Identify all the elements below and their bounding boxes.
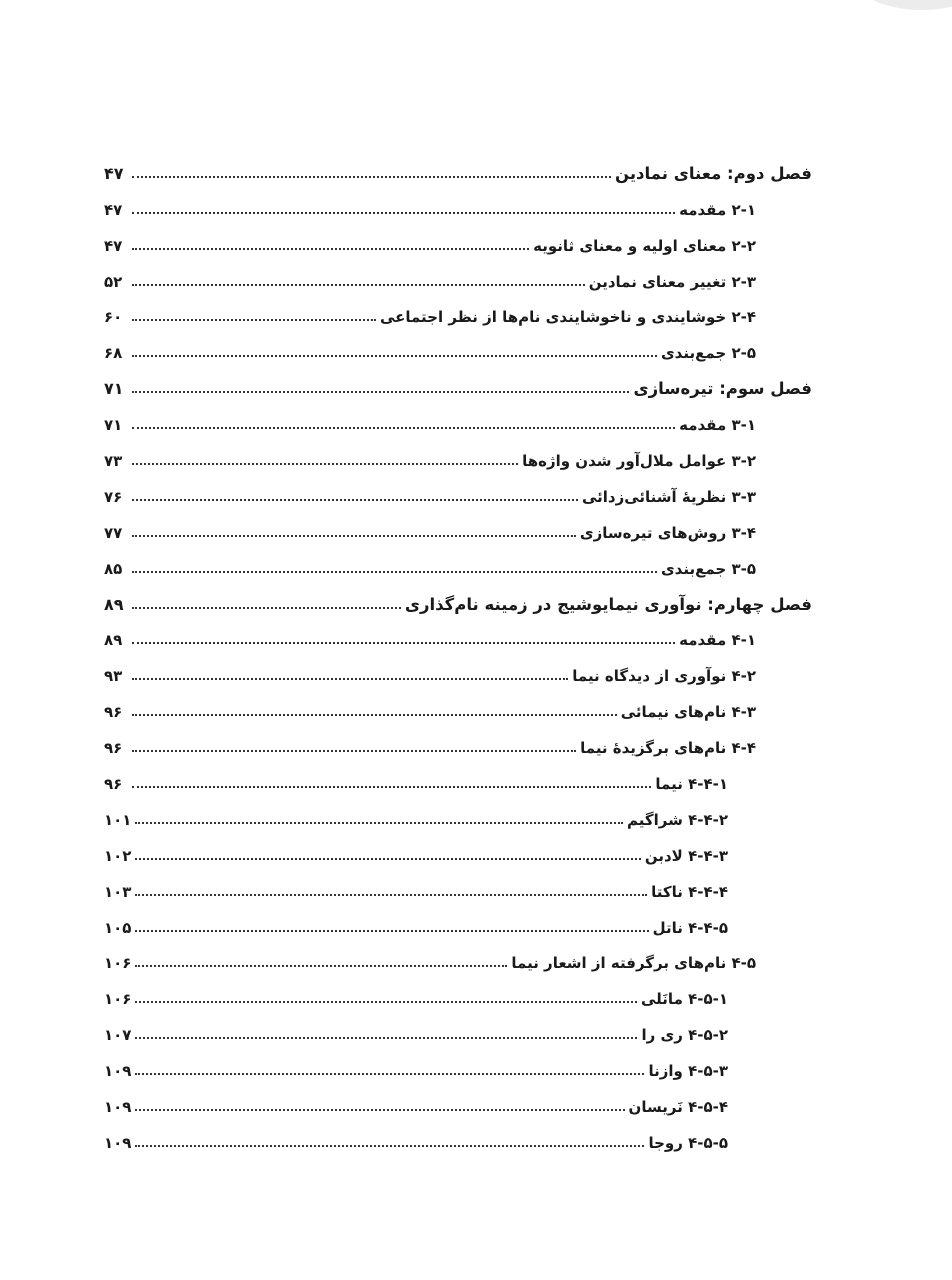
toc-entry-title: ۲-۴ خوشایندی و ناخوشایندی نام‌ها از نظر اجتماعی	[379, 308, 756, 327]
toc-section-row	[104, 547, 812, 583]
toc-section-row	[104, 224, 812, 260]
toc-dot-leader	[132, 571, 657, 573]
toc-page-number: ۷۶	[104, 487, 123, 506]
toc-dot-leader	[132, 678, 568, 680]
toc-page-number: ۷۱	[104, 379, 124, 399]
toc-section-row	[104, 296, 812, 332]
toc-page-number: ۹۶	[104, 703, 123, 722]
toc-entry-title: ۴-۲ نوآوری از دیدگاه نیما	[572, 667, 756, 686]
toc-page-number: ۵۲	[104, 272, 123, 291]
toc-section-row	[104, 619, 812, 655]
toc-entry-title: ۴-۵-۳ وازنا	[648, 1062, 728, 1081]
toc-dot-leader	[132, 642, 675, 644]
toc-dot-leader	[135, 1001, 637, 1003]
toc-entry-title: ۴-۱ مقدمه	[679, 631, 756, 650]
toc-section-row	[104, 654, 812, 690]
toc-entry-title: ۴-۵-۲ ری را	[641, 1026, 728, 1045]
toc-entry-title: ۲-۵ جمع‌بندی	[660, 344, 756, 363]
toc-page-number: ۴۷	[104, 163, 124, 183]
toc-section-row	[104, 942, 812, 978]
toc-dot-leader	[132, 463, 518, 465]
toc-entry-title: ۲-۲ معنای اولیه و معنای ثانویه	[533, 236, 756, 255]
toc-dot-leader	[135, 965, 507, 967]
toc-page-number: ۱۰۶	[104, 990, 132, 1009]
toc-entry-title: ۴-۳ نام‌های نیمائی	[620, 703, 756, 722]
toc-dot-leader	[132, 499, 578, 501]
toc-entry-title: ۴-۴-۳ لادبن	[644, 846, 728, 865]
toc-subsection-row	[104, 1121, 812, 1157]
toc-chapter-row	[104, 583, 812, 619]
toc-dot-leader	[135, 894, 647, 896]
toc-page-number: ۱۰۳	[104, 882, 132, 901]
toc-subsection-row	[104, 762, 812, 798]
toc-dot-leader	[135, 822, 623, 824]
toc-entry-title: ۴-۵-۴ نَریسان	[628, 1098, 728, 1117]
toc-page-number: ۶۰	[104, 308, 123, 327]
toc-entry-title: ۴-۵-۱ مانَلی	[641, 990, 728, 1009]
toc-section-row	[104, 188, 812, 224]
toc-subsection-row	[104, 1049, 812, 1085]
toc-entry-title: ۳-۳ نظریهٔ آشنائی‌زدائی	[581, 487, 756, 506]
toc-entry-title: فصل چهارم: نوآوری نیمایوشیج در زمینه نام‌گذاری	[404, 594, 812, 614]
toc-entry-title: ۲-۳ تغییر معنای نمادین	[588, 272, 756, 291]
toc-entry-title: ۴-۵ نام‌های برگرفته از اشعار نیما	[511, 954, 756, 973]
toc-entry-title: ۴-۴-۴ ناکتا	[651, 882, 728, 901]
toc-dot-leader	[135, 930, 648, 932]
toc-dot-leader	[132, 535, 576, 537]
toc-entry-title: فصل دوم: معنای نمادین	[615, 163, 812, 183]
toc-dot-leader	[132, 607, 401, 609]
toc-page-number: ۷۳	[104, 452, 123, 471]
toc-page-number: ۱۰۵	[104, 918, 132, 937]
toc-page-number: ۸۵	[104, 559, 123, 578]
toc-section-row	[104, 690, 812, 726]
toc-page-number: ۹۳	[104, 667, 123, 686]
toc-subsection-row	[104, 834, 812, 870]
toc-section-row	[104, 331, 812, 367]
toc-section-row	[104, 511, 812, 547]
toc-dot-leader	[132, 284, 585, 286]
toc-dot-leader	[132, 355, 657, 357]
toc-subsection-row	[104, 1013, 812, 1049]
toc-entry-title: ۳-۲ عوامل ملال‌آور شدن واژه‌ها	[522, 452, 756, 471]
toc-page-number: ۱۰۱	[104, 810, 132, 829]
toc-dot-leader	[135, 1037, 637, 1039]
toc-page-number: ۸۹	[104, 594, 124, 614]
toc-page-number: ۴۷	[104, 200, 123, 219]
toc-entry-title: ۳-۱ مقدمه	[679, 416, 756, 435]
toc-dot-leader	[132, 427, 675, 429]
toc-entry-title: ۳-۵ جمع‌بندی	[660, 559, 756, 578]
toc-section-row	[104, 439, 812, 475]
toc-dot-leader	[132, 319, 376, 321]
toc-page-number: ۱۰۹	[104, 1133, 132, 1152]
toc-dot-leader	[132, 391, 629, 393]
toc-page-number: ۱۰۹	[104, 1098, 132, 1117]
toc-dot-leader	[135, 858, 640, 860]
toc-page-number: ۹۶	[104, 739, 123, 758]
toc-entry-title: ۴-۴ نام‌های برگزیدهٔ نیما	[580, 739, 756, 758]
toc-entry-title: ۴-۴-۱ نیما	[655, 775, 728, 794]
toc-dot-leader	[135, 1109, 624, 1111]
toc-entry-title: ۴-۴-۲ شراگیم	[627, 810, 728, 829]
table-of-contents	[104, 152, 812, 1157]
toc-dot-leader	[135, 1073, 644, 1075]
page-corner-shadow	[852, 0, 952, 10]
toc-entry-title: ۴-۵-۵ روجا	[648, 1133, 728, 1152]
toc-page-number: ۱۰۲	[104, 846, 132, 865]
toc-page-number: ۷۱	[104, 416, 123, 435]
toc-subsection-row	[104, 1085, 812, 1121]
toc-page-number: ۴۷	[104, 236, 123, 255]
toc-dot-leader	[132, 786, 651, 788]
toc-dot-leader	[132, 750, 576, 752]
toc-section-row	[104, 260, 812, 296]
toc-chapter-row	[104, 367, 812, 403]
toc-dot-leader	[132, 212, 675, 214]
toc-page-number: ۱۰۶	[104, 954, 132, 973]
toc-entry-title: ۳-۴ روش‌های تیره‌سازی	[579, 523, 756, 542]
toc-section-row	[104, 403, 812, 439]
toc-section-row	[104, 475, 812, 511]
toc-chapter-row	[104, 152, 812, 188]
toc-subsection-row	[104, 977, 812, 1013]
toc-page-number: ۹۶	[104, 775, 123, 794]
toc-entry-title: فصل سوم: تیره‌سازی	[633, 379, 812, 399]
toc-page-number: ۷۷	[104, 523, 123, 542]
toc-section-row	[104, 726, 812, 762]
toc-dot-leader	[135, 1145, 644, 1147]
toc-subsection-row	[104, 906, 812, 942]
toc-page-number: ۸۹	[104, 631, 123, 650]
toc-subsection-row	[104, 870, 812, 906]
toc-page-number: ۶۸	[104, 344, 123, 363]
toc-page-number: ۱۰۹	[104, 1062, 132, 1081]
toc-entry-title: ۴-۴-۵ ناتل	[652, 918, 728, 937]
toc-dot-leader	[132, 714, 617, 716]
toc-page-number: ۱۰۷	[104, 1026, 132, 1045]
toc-subsection-row	[104, 798, 812, 834]
toc-entry-title: ۲-۱ مقدمه	[679, 200, 756, 219]
toc-dot-leader	[132, 248, 529, 250]
toc-dot-leader	[132, 176, 611, 178]
